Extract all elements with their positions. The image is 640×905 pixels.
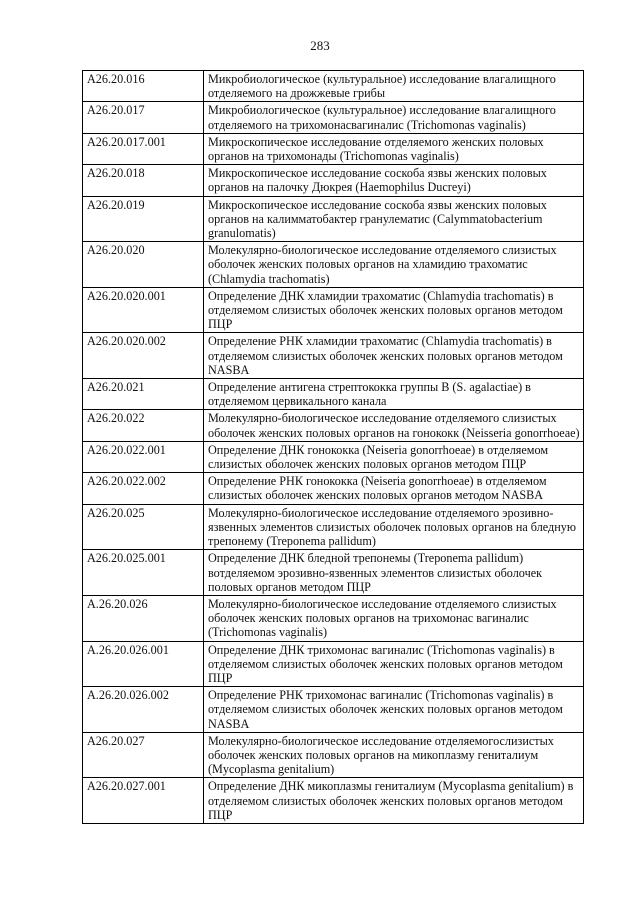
- service-code: A.26.20.026.002: [83, 687, 204, 733]
- services-table: [82, 70, 584, 824]
- table-row: [83, 196, 584, 242]
- table-row: [83, 441, 584, 472]
- service-name: Определение ДНК микоплазмы гениталиум (Mycoplasma genitalium) в отделяемом слизистых оболочек женских половых органов методом ПЦР: [204, 778, 584, 824]
- table-row: [83, 473, 584, 504]
- table-row: [83, 732, 584, 778]
- service-code: A26.20.017.001: [83, 133, 204, 164]
- table-row: [83, 504, 584, 550]
- page-number: 283: [310, 38, 330, 53]
- table-row: [83, 71, 584, 102]
- service-code: A26.20.027.001: [83, 778, 204, 824]
- service-name: Микробиологическое (культуральное) исследование влагалищного отделяемого на дрожжевые грибы: [204, 71, 584, 102]
- table-row: [83, 641, 584, 687]
- service-code: A26.20.020.002: [83, 333, 204, 379]
- service-name: Микроскопическое исследование соскоба язвы женских половых органов на калимматобактер гранулематис (Calymmatobacterium granulomatis): [204, 196, 584, 242]
- service-code: A26.20.020: [83, 242, 204, 288]
- table-row: [83, 333, 584, 379]
- table-row: [83, 595, 584, 641]
- service-name: Молекулярно-биологическое исследование отделяемого эрозивно-язвенных элементов слизистых оболочек половых органов на бледную трепонему (Treponema pallidum): [204, 504, 584, 550]
- table-row: [83, 242, 584, 288]
- table-row: [83, 550, 584, 596]
- table-row: [83, 410, 584, 441]
- service-code: A.26.20.026: [83, 595, 204, 641]
- service-name: Молекулярно-биологическое исследование отделяемого слизистых оболочек женских половых органов на гонококк (Neisseria gonorrhoeae): [204, 410, 584, 441]
- service-name: Определение ДНК трихомонас вагиналис (Trichomonas vaginalis) в отделяемом слизистых оболочек женских половых органов методом ПЦР: [204, 641, 584, 687]
- table-row: [83, 165, 584, 196]
- table-row: [83, 133, 584, 164]
- service-name: Микробиологическое (культуральное) исследование влагалищного отделяемого на трихомонасвагиналис (Trichomonas vaginalis): [204, 102, 584, 133]
- service-name: Определение РНК хламидии трахоматис (Chlamydia trachomatis) в отделяемом слизистых оболочек женских половых органов методом NASBA: [204, 333, 584, 379]
- service-code: A26.20.025.001: [83, 550, 204, 596]
- service-code: A26.20.021: [83, 379, 204, 410]
- service-code: A.26.20.026.001: [83, 641, 204, 687]
- service-name: Определение ДНК хламидии трахоматис (Chlamydia trachomatis) в отделяемом слизистых оболочек женских половых органов методом ПЦР: [204, 287, 584, 333]
- service-code: A26.20.022.002: [83, 473, 204, 504]
- service-code: A26.20.020.001: [83, 287, 204, 333]
- service-code: A26.20.017: [83, 102, 204, 133]
- table-row: [83, 687, 584, 733]
- table-row: [83, 778, 584, 824]
- service-name: Определение РНК трихомонас вагиналис (Trichomonas vaginalis) в отделяемом слизистых оболочек женских половых органов методом NASBA: [204, 687, 584, 733]
- service-name: Определение ДНК бледной трепонемы (Treponema pallidum) вотделяемом эрозивно-язвенных элементов слизистых оболочек половых органов методом ПЦР: [204, 550, 584, 596]
- service-code: A26.20.022: [83, 410, 204, 441]
- services-table-body: [83, 71, 584, 824]
- service-name: Определение ДНК гонококка (Neiseria gonorrhoeae) в отделяемом слизистых оболочек женских половых органов методом ПЦР: [204, 441, 584, 472]
- service-name: Молекулярно-биологическое исследование отделяемого слизистых оболочек женских половых органов на хламидию трахоматис (Chlamydia trachomatis): [204, 242, 584, 288]
- service-code: A26.20.016: [83, 71, 204, 102]
- service-name: Определение РНК гонококка (Neiseria gonorrhoeae) в отделяемом слизистых оболочек женских половых органов методом NASBA: [204, 473, 584, 504]
- service-name: Молекулярно-биологическое исследование отделяемого слизистых оболочек женских половых органов на трихомонас вагиналис (Trichomonas vaginalis): [204, 595, 584, 641]
- service-name: Микроскопическое исследование соскоба язвы женских половых органов на палочку Дюкрея (Haemophilus Ducreyi): [204, 165, 584, 196]
- service-name: Молекулярно-биологическое исследование отделяемогослизистых оболочек женских половых органов на микоплазму гениталиум (Mycoplasma genitalium): [204, 732, 584, 778]
- service-code: A26.20.025: [83, 504, 204, 550]
- service-name: Микроскопическое исследование отделяемого женских половых органов на трихомонады (Trichomonas vaginalis): [204, 133, 584, 164]
- table-row: [83, 102, 584, 133]
- service-code: A26.20.018: [83, 165, 204, 196]
- service-code: A26.20.022.001: [83, 441, 204, 472]
- service-code: A26.20.019: [83, 196, 204, 242]
- service-name: Определение антигена стрептококка группы В (S. agalactiae) в отделяемом цервикального канала: [204, 379, 584, 410]
- table-row: [83, 379, 584, 410]
- service-code: A26.20.027: [83, 732, 204, 778]
- table-row: [83, 287, 584, 333]
